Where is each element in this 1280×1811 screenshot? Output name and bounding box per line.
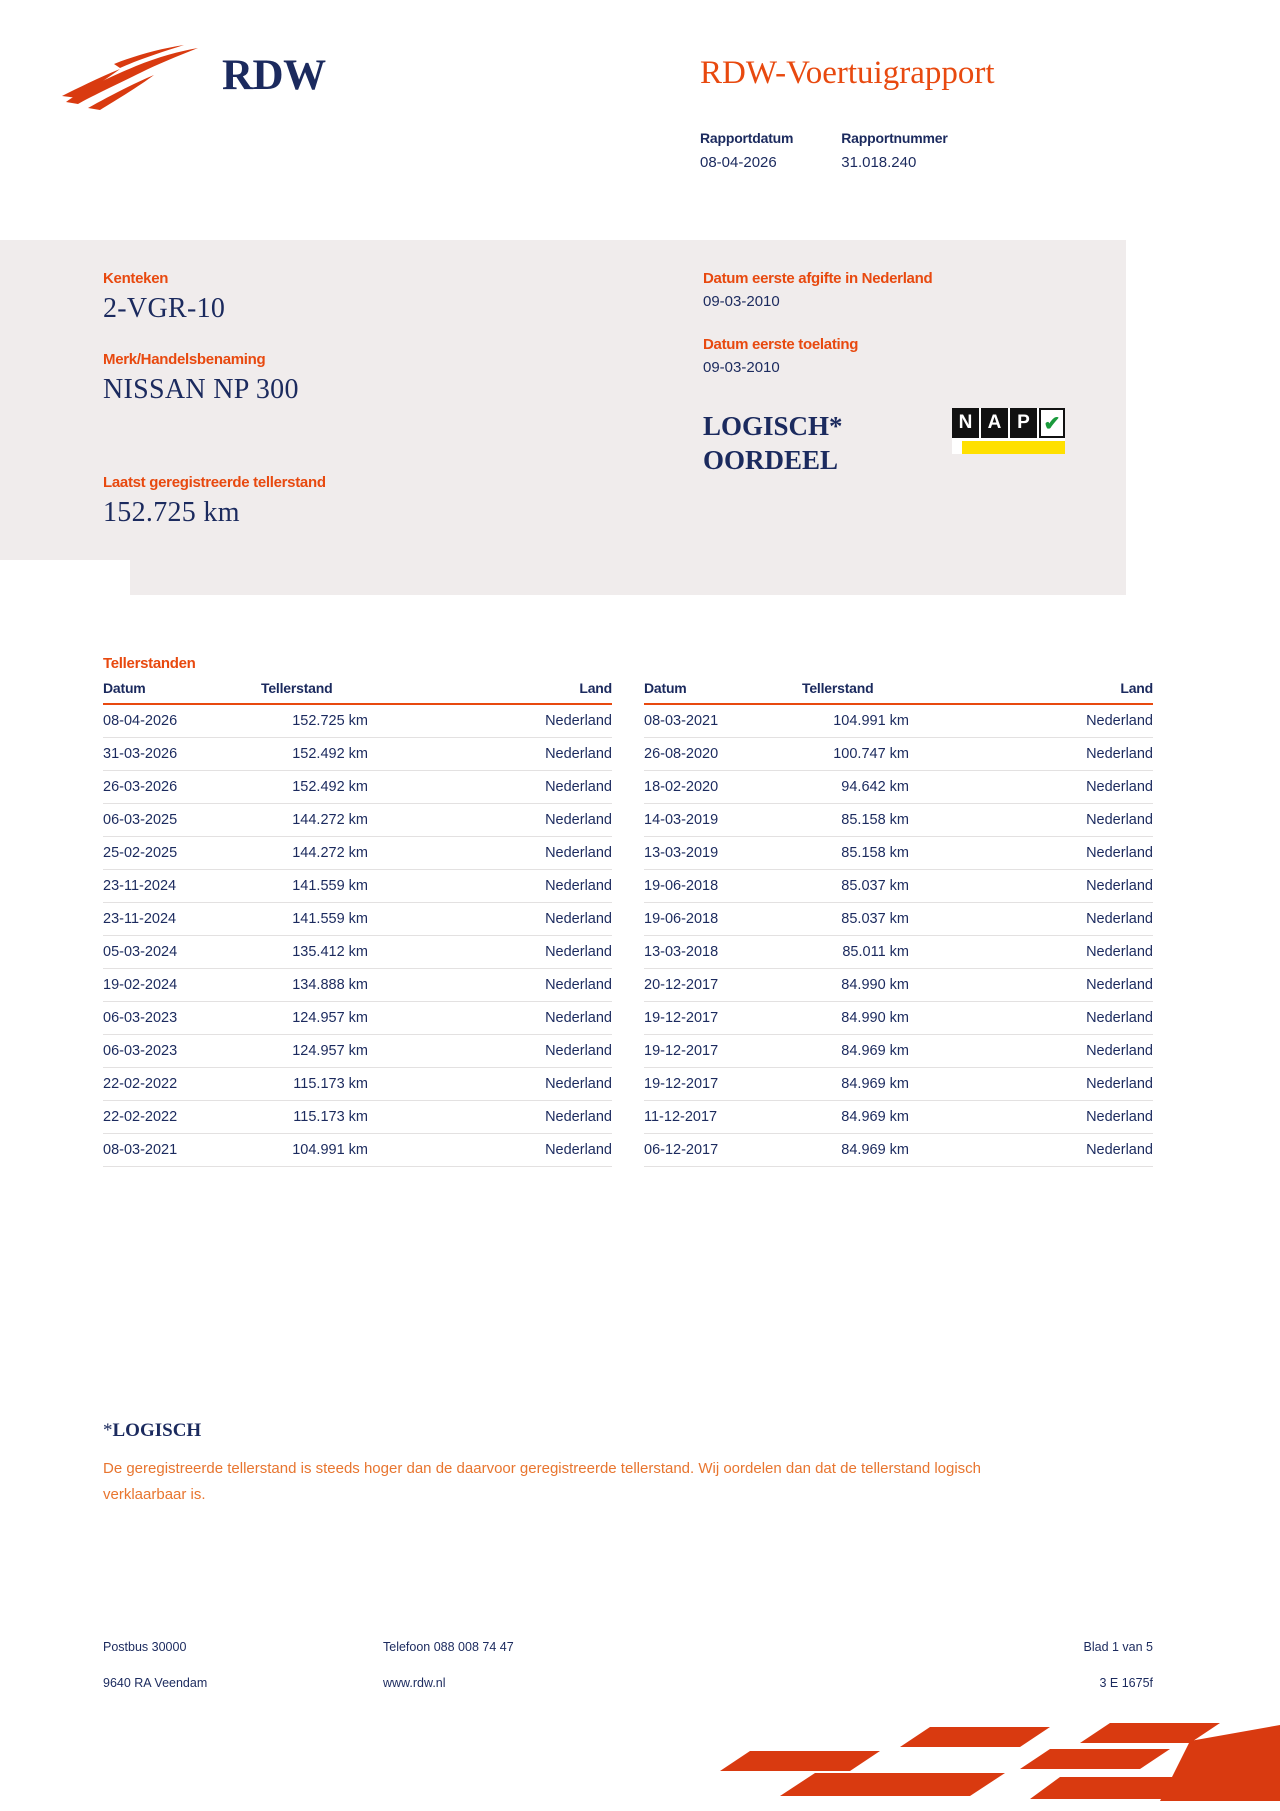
table-row xyxy=(103,1134,612,1167)
table-row xyxy=(644,870,1153,903)
cell-country: Nederland xyxy=(969,738,1153,771)
cell-country: Nederland xyxy=(428,969,612,1002)
rdw-swoosh-logo-icon xyxy=(58,40,208,110)
cell-country: Nederland xyxy=(428,837,612,870)
nap-check-icon: ✔ xyxy=(1039,408,1065,438)
cell-date: 08-04-2026 xyxy=(103,704,253,738)
table-header-row xyxy=(644,680,1153,704)
cell-country: Nederland xyxy=(428,870,612,903)
cell-country: Nederland xyxy=(428,1068,612,1101)
cell-odometer: 84.969 km xyxy=(794,1035,969,1068)
kenteken-value: 2-VGR-10 xyxy=(103,293,226,324)
merk-label: Merk/Handelsbenaming xyxy=(103,351,266,368)
odometer-table-right xyxy=(644,680,1153,1167)
summary-left-column xyxy=(103,270,643,555)
cell-country: Nederland xyxy=(428,903,612,936)
cell-date: 13-03-2018 xyxy=(644,936,794,969)
cell-date: 19-02-2024 xyxy=(103,969,253,1002)
cell-odometer: 85.037 km xyxy=(794,903,969,936)
table-row xyxy=(103,936,612,969)
cell-date: 19-12-2017 xyxy=(644,1035,794,1068)
nap-letter-a: A xyxy=(981,408,1008,438)
cell-date: 26-03-2026 xyxy=(103,771,253,804)
first-issue-nl-value: 09-03-2010 xyxy=(703,293,780,310)
cell-date: 25-02-2025 xyxy=(103,837,253,870)
cell-country: Nederland xyxy=(428,738,612,771)
table-row xyxy=(644,1035,1153,1068)
cell-date: 18-02-2020 xyxy=(644,771,794,804)
table-row xyxy=(103,771,612,804)
table-header-row xyxy=(103,680,612,704)
cell-country: Nederland xyxy=(969,1068,1153,1101)
cell-date: 06-03-2023 xyxy=(103,1035,253,1068)
cell-country: Nederland xyxy=(969,804,1153,837)
cell-odometer: 124.957 km xyxy=(253,1002,428,1035)
col-header-odometer: Tellerstand xyxy=(253,680,428,704)
rdw-logo-text: RDW xyxy=(222,51,326,99)
cell-odometer: 84.969 km xyxy=(794,1134,969,1167)
cell-country: Nederland xyxy=(428,704,612,738)
cell-date: 14-03-2019 xyxy=(644,804,794,837)
cell-country: Nederland xyxy=(428,804,612,837)
report-title: RDW-Voertuigrapport xyxy=(700,55,995,91)
page-footer xyxy=(103,1640,1153,1712)
footnote-title-text: LOGISCH xyxy=(112,1420,202,1441)
cell-country: Nederland xyxy=(969,870,1153,903)
footnote-title xyxy=(103,1420,1103,1442)
table-row xyxy=(644,738,1153,771)
cell-odometer: 84.969 km xyxy=(794,1068,969,1101)
summary-panel-notch xyxy=(0,560,130,595)
cell-odometer: 134.888 km xyxy=(253,969,428,1002)
col-header-country: Land xyxy=(969,680,1153,704)
report-date-block xyxy=(700,130,793,171)
cell-date: 06-12-2017 xyxy=(644,1134,794,1167)
table-row xyxy=(103,1101,612,1134)
cell-odometer: 84.990 km xyxy=(794,969,969,1002)
table-row xyxy=(103,1068,612,1101)
cell-odometer: 124.957 km xyxy=(253,1035,428,1068)
report-number-value: 31.018.240 xyxy=(841,154,917,171)
verdict-line-1: LOGISCH* xyxy=(703,411,843,441)
table-row xyxy=(644,771,1153,804)
cell-date: 19-06-2018 xyxy=(644,870,794,903)
cell-country: Nederland xyxy=(969,1134,1153,1167)
table-row xyxy=(103,804,612,837)
cell-odometer: 84.990 km xyxy=(794,1002,969,1035)
col-header-country: Land xyxy=(428,680,612,704)
cell-odometer: 135.412 km xyxy=(253,936,428,969)
odometer-block xyxy=(103,474,643,529)
summary-right-column xyxy=(703,270,1103,402)
merk-value: NISSAN NP 300 xyxy=(103,374,299,405)
cell-odometer: 104.991 km xyxy=(794,704,969,738)
last-odometer-label: Laatst geregistreerde tellerstand xyxy=(103,474,326,491)
table-row xyxy=(103,738,612,771)
cell-country: Nederland xyxy=(969,936,1153,969)
odometer-table-left xyxy=(103,680,612,1167)
table-row xyxy=(644,804,1153,837)
nap-letter-p: P xyxy=(1010,408,1037,438)
table-row xyxy=(103,1002,612,1035)
report-number-block xyxy=(841,130,947,171)
cell-date: 19-12-2017 xyxy=(644,1002,794,1035)
cell-date: 06-03-2023 xyxy=(103,1002,253,1035)
rdw-logo xyxy=(58,40,326,110)
cell-date: 19-12-2017 xyxy=(644,1068,794,1101)
kenteken-label: Kenteken xyxy=(103,270,169,287)
table-row xyxy=(644,837,1153,870)
table-row xyxy=(644,704,1153,738)
odometer-readings-section xyxy=(103,655,1153,1167)
cell-odometer: 85.011 km xyxy=(794,936,969,969)
cell-country: Nederland xyxy=(428,1002,612,1035)
cell-odometer: 100.747 km xyxy=(794,738,969,771)
cell-date: 23-11-2024 xyxy=(103,903,253,936)
table-row xyxy=(644,1068,1153,1101)
cell-odometer: 84.969 km xyxy=(794,1101,969,1134)
cell-odometer: 144.272 km xyxy=(253,837,428,870)
footer-postbus: Postbus 30000 xyxy=(103,1640,187,1654)
cell-odometer: 141.559 km xyxy=(253,903,428,936)
report-date-label: Rapportdatum xyxy=(700,130,794,146)
footer-swoosh-graphic-icon xyxy=(720,1711,1280,1811)
table-row xyxy=(644,969,1153,1002)
footer-plaats: 9640 RA Veendam xyxy=(103,1676,208,1690)
cell-date: 19-06-2018 xyxy=(644,903,794,936)
cell-odometer: 85.037 km xyxy=(794,870,969,903)
verdict-line-2: OORDEEL xyxy=(703,444,839,475)
cell-date: 08-03-2021 xyxy=(644,704,794,738)
first-admission-label: Datum eerste toelating xyxy=(703,336,859,353)
footnote-text: De geregistreerde tellerstand is steeds hoger dan de daarvoor geregistreerde tellerstand. Wij oordelen dan dat de tellerstand logisch verklaarbaar is. xyxy=(103,1460,982,1504)
cell-date: 08-03-2021 xyxy=(103,1134,253,1167)
nap-badge xyxy=(952,408,1065,454)
cell-country: Nederland xyxy=(969,1035,1153,1068)
cell-odometer: 85.158 km xyxy=(794,837,969,870)
table-row xyxy=(103,1035,612,1068)
odometer-readings-title: Tellerstanden xyxy=(103,655,196,672)
cell-odometer: 152.492 km xyxy=(253,738,428,771)
cell-odometer: 144.272 km xyxy=(253,804,428,837)
col-header-odometer: Tellerstand xyxy=(794,680,969,704)
cell-odometer: 115.173 km xyxy=(253,1068,428,1101)
cell-country: Nederland xyxy=(969,704,1153,738)
cell-country: Nederland xyxy=(428,1035,612,1068)
first-issue-nl-label: Datum eerste afgifte in Nederland xyxy=(703,270,933,287)
cell-odometer: 115.173 km xyxy=(253,1101,428,1134)
table-row xyxy=(644,1101,1153,1134)
report-number-label: Rapportnummer xyxy=(841,130,948,146)
cell-date: 23-11-2024 xyxy=(103,870,253,903)
cell-country: Nederland xyxy=(428,1134,612,1167)
cell-country: Nederland xyxy=(969,1101,1153,1134)
cell-date: 06-03-2025 xyxy=(103,804,253,837)
footnote-section xyxy=(103,1420,1103,1509)
table-row xyxy=(103,870,612,903)
cell-date: 26-08-2020 xyxy=(644,738,794,771)
footer-form-code: 3 E 1675f xyxy=(1099,1676,1153,1690)
last-odometer-value: 152.725 km xyxy=(103,497,240,528)
table-row xyxy=(103,704,612,738)
cell-odometer: 152.492 km xyxy=(253,771,428,804)
table-row xyxy=(103,903,612,936)
footnote-star: * xyxy=(103,1420,113,1441)
cell-country: Nederland xyxy=(969,903,1153,936)
col-header-date: Datum xyxy=(644,680,794,704)
cell-date: 05-03-2024 xyxy=(103,936,253,969)
cell-country: Nederland xyxy=(428,771,612,804)
cell-date: 11-12-2017 xyxy=(644,1101,794,1134)
table-row xyxy=(644,903,1153,936)
footer-telefoon: Telefoon 088 008 74 47 xyxy=(383,1640,514,1654)
nap-yellow-bar xyxy=(952,441,1065,454)
cell-country: Nederland xyxy=(969,771,1153,804)
cell-date: 13-03-2019 xyxy=(644,837,794,870)
cell-odometer: 94.642 km xyxy=(794,771,969,804)
table-row xyxy=(103,969,612,1002)
footer-website[interactable]: www.rdw.nl xyxy=(383,1676,446,1690)
cell-country: Nederland xyxy=(969,1002,1153,1035)
table-row xyxy=(644,1002,1153,1035)
first-admission-value: 09-03-2010 xyxy=(703,359,780,376)
col-header-date: Datum xyxy=(103,680,253,704)
report-date-value: 08-04-2026 xyxy=(700,154,777,171)
cell-country: Nederland xyxy=(969,969,1153,1002)
vehicle-summary-panel xyxy=(0,240,1126,595)
cell-date: 31-03-2026 xyxy=(103,738,253,771)
cell-date: 22-02-2022 xyxy=(103,1101,253,1134)
table-row xyxy=(103,837,612,870)
table-row xyxy=(644,1134,1153,1167)
cell-country: Nederland xyxy=(428,1101,612,1134)
table-row xyxy=(644,936,1153,969)
cell-country: Nederland xyxy=(428,936,612,969)
cell-odometer: 85.158 km xyxy=(794,804,969,837)
cell-odometer: 152.725 km xyxy=(253,704,428,738)
page-header xyxy=(0,0,1280,200)
cell-odometer: 104.991 km xyxy=(253,1134,428,1167)
cell-country: Nederland xyxy=(969,837,1153,870)
cell-odometer: 141.559 km xyxy=(253,870,428,903)
verdict-block xyxy=(703,410,843,478)
report-meta xyxy=(700,130,948,171)
nap-letter-n: N xyxy=(952,408,979,438)
footer-page-number: Blad 1 van 5 xyxy=(1083,1640,1153,1654)
cell-date: 20-12-2017 xyxy=(644,969,794,1002)
cell-date: 22-02-2022 xyxy=(103,1068,253,1101)
